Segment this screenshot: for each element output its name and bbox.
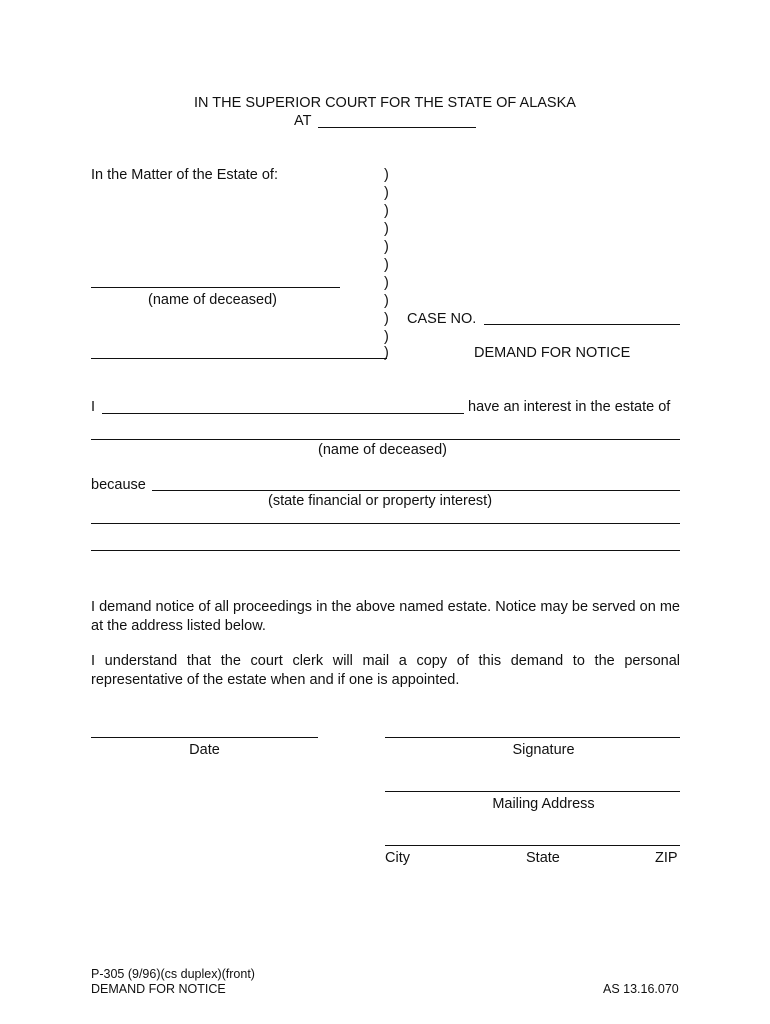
date-field[interactable] [91, 737, 318, 738]
zip-label: ZIP [655, 850, 678, 866]
estate-deceased-name-field[interactable] [91, 439, 680, 440]
court-title: IN THE SUPERIOR COURT FOR THE STATE OF ALASKA [194, 95, 576, 111]
name-of-deceased-label: (name of deceased) [148, 292, 277, 308]
date-label: Date [189, 742, 220, 758]
signature-field[interactable] [385, 737, 680, 738]
caption-paren: ) [384, 293, 389, 309]
caption-paren: ) [384, 311, 389, 327]
state-interest-label: (state financial or property interest) [268, 493, 493, 509]
city-state-zip-field[interactable] [385, 845, 680, 846]
document-title: DEMAND FOR NOTICE [474, 345, 631, 361]
caption-paren: ) [384, 167, 389, 183]
demand-paragraph: I demand notice of all proceedings in the above named estate. Notice may be served on me at the address listed below. [91, 599, 680, 634]
mailing-address-field[interactable] [385, 791, 680, 792]
caption-paren: ) [384, 345, 389, 361]
city-label: City [385, 850, 410, 866]
state-label: State [526, 850, 560, 866]
claimant-name-field[interactable] [102, 413, 464, 414]
statute-reference: AS 13.16.070 [603, 982, 679, 996]
deceased-name-field[interactable] [91, 287, 340, 288]
caption-paren: ) [384, 329, 389, 345]
interest-field-line-3[interactable] [91, 550, 680, 551]
interest-field-line-1[interactable] [152, 490, 680, 491]
form-number: P-305 (9/96)(cs duplex)(front) [91, 967, 255, 981]
court-location-field[interactable] [318, 127, 476, 128]
caption-paren: ) [384, 221, 389, 237]
matter-label: In the Matter of the Estate of: [91, 167, 278, 183]
because-label: because [91, 477, 146, 493]
caption-paren: ) [384, 275, 389, 291]
signature-label: Signature [512, 742, 575, 758]
caption-paren: ) [384, 185, 389, 201]
i-label: I [91, 399, 96, 415]
caption-bottom-line [91, 358, 387, 359]
at-label: AT [294, 113, 312, 129]
understanding-paragraph: I understand that the court clerk will mail a copy of this demand to the personal representative of the estate when and if one is appointed. [91, 653, 680, 688]
interest-field-line-2[interactable] [91, 523, 680, 524]
case-number-field[interactable] [484, 324, 680, 325]
interest-text: have an interest in the estate of [468, 399, 671, 415]
form-title: DEMAND FOR NOTICE [91, 982, 226, 996]
name-of-deceased-label-2: (name of deceased) [318, 442, 447, 458]
mailing-address-label: Mailing Address [492, 796, 595, 812]
caption-paren: ) [384, 239, 389, 255]
caption-paren: ) [384, 257, 389, 273]
case-no-label: CASE NO. [407, 311, 477, 327]
caption-paren: ) [384, 203, 389, 219]
